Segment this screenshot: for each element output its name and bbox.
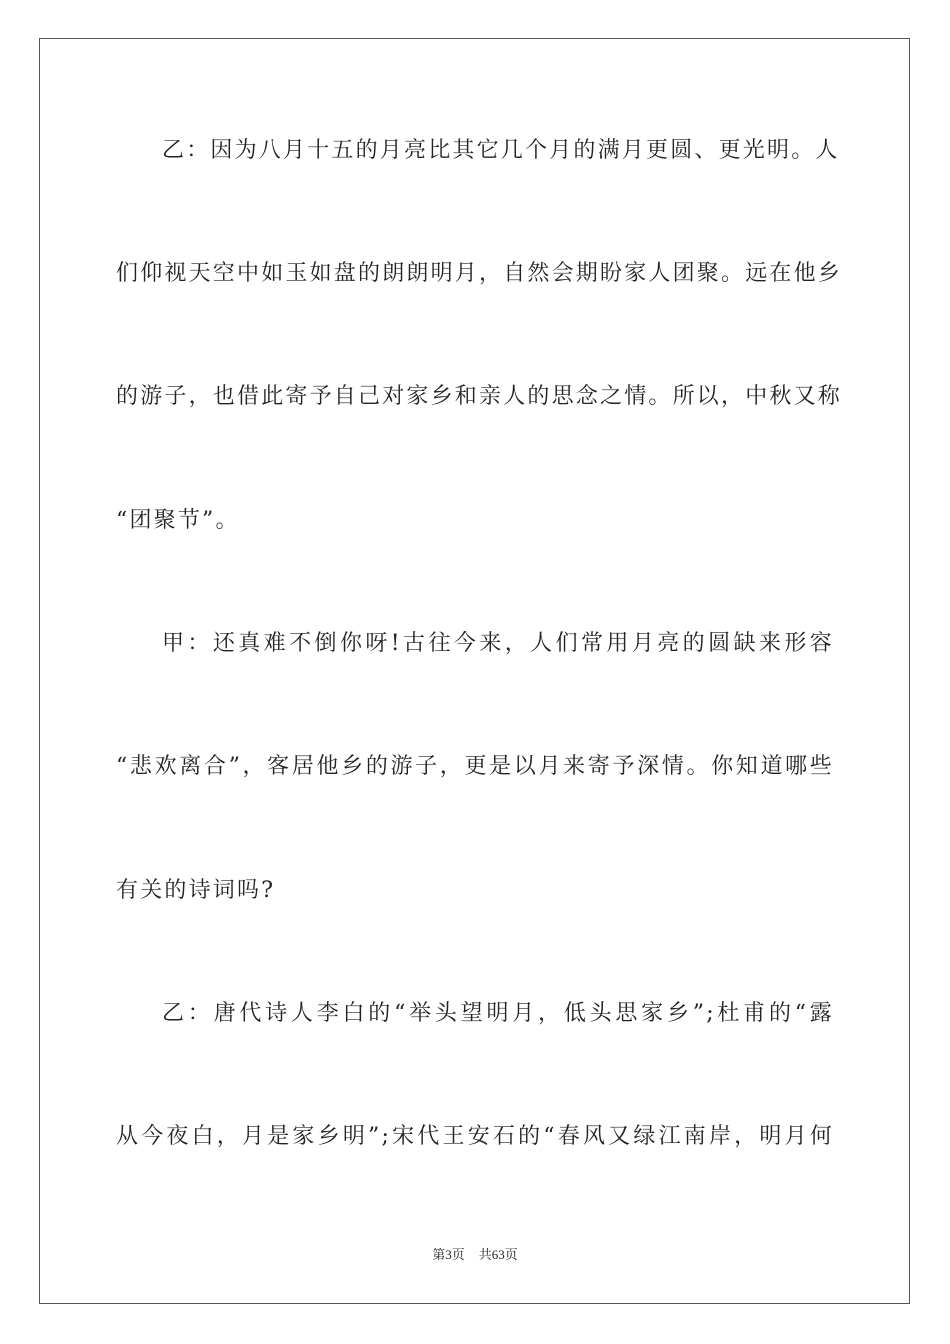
paragraph-line: 乙：唐代诗人李白的“举头望明月，低头思家乡”;杜甫的“露: [162, 1001, 834, 1026]
paragraph-line: 甲：还真难不倒你呀!古往今来，人们常用月亮的圆缺来形容: [162, 631, 834, 656]
paragraph-line: 从今夜白，月是家乡明”;宋代王安石的“春风又绿江南岸，明月何: [116, 1124, 834, 1149]
page-border: [39, 38, 910, 1304]
page-total: 共63页: [478, 1247, 518, 1262]
paragraph-line: “团聚节”。: [116, 508, 240, 533]
paragraph-line: 有关的诗词吗?: [116, 878, 276, 903]
paragraph-line: 们仰视天空中如玉如盘的朗朗明月，自然会期盼家人团聚。远在他乡: [116, 261, 843, 286]
page-number: 第3页: [432, 1247, 465, 1262]
paragraph-line: “悲欢离合”，客居他乡的游子，更是以月来寄予深情。你知道哪些: [116, 754, 834, 779]
page-footer: [0, 1246, 950, 1264]
paragraph-line: 乙：因为八月十五的月亮比其它几个月的满月更圆、更光明。人: [162, 138, 840, 163]
paragraph-line: 的游子，也借此寄予自己对家乡和亲人的思念之情。所以，中秋又称: [116, 384, 843, 409]
